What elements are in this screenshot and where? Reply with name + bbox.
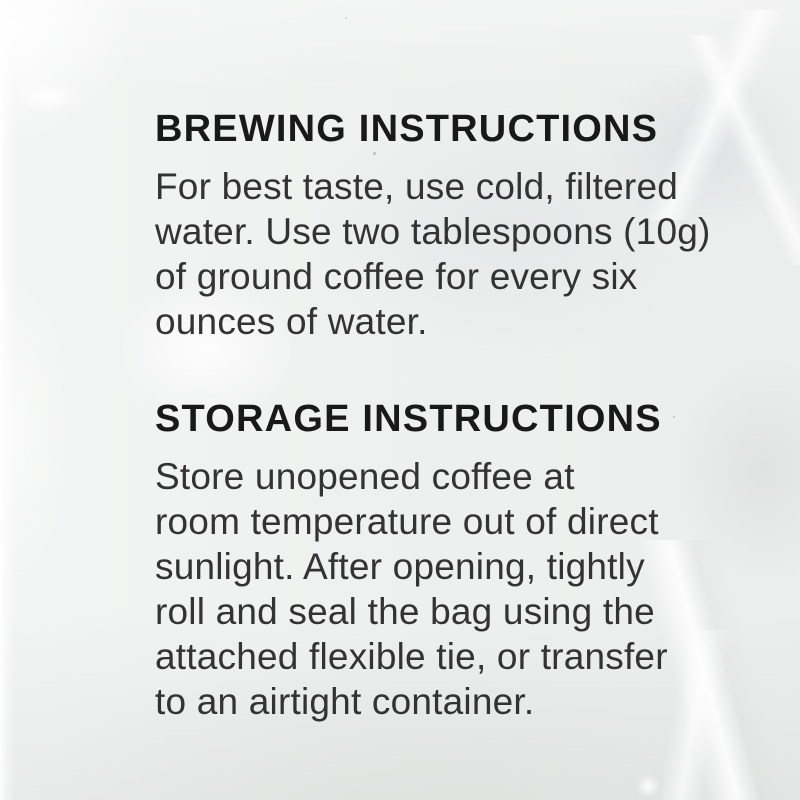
storage-instructions-text (155, 454, 668, 724)
storage-section-heading: STORAGE INSTRUCTIONS (155, 398, 662, 440)
brewing-instructions-text (155, 164, 711, 344)
instruction-line: water. Use two tablespoons (10g) (155, 211, 711, 252)
instruction-line: room temperature out of direct (155, 501, 659, 542)
instruction-line: of ground coffee for every six (155, 256, 638, 297)
dust-speck (673, 416, 675, 418)
brewing-section-heading: BREWING INSTRUCTIONS (155, 108, 659, 150)
instruction-line: roll and seal the bag using the (155, 591, 655, 632)
dust-speck (373, 152, 376, 155)
instruction-line: Store unopened coffee at (155, 456, 575, 497)
dust-speck (345, 17, 347, 19)
instruction-line: sunlight. After opening, tightly (155, 546, 645, 587)
instruction-line: to an airtight container. (155, 681, 535, 722)
instruction-line: ounces of water. (155, 301, 428, 342)
instruction-line: attached flexible tie, or transfer (155, 636, 668, 677)
instruction-line: For best taste, use cold, filtered (155, 166, 678, 207)
